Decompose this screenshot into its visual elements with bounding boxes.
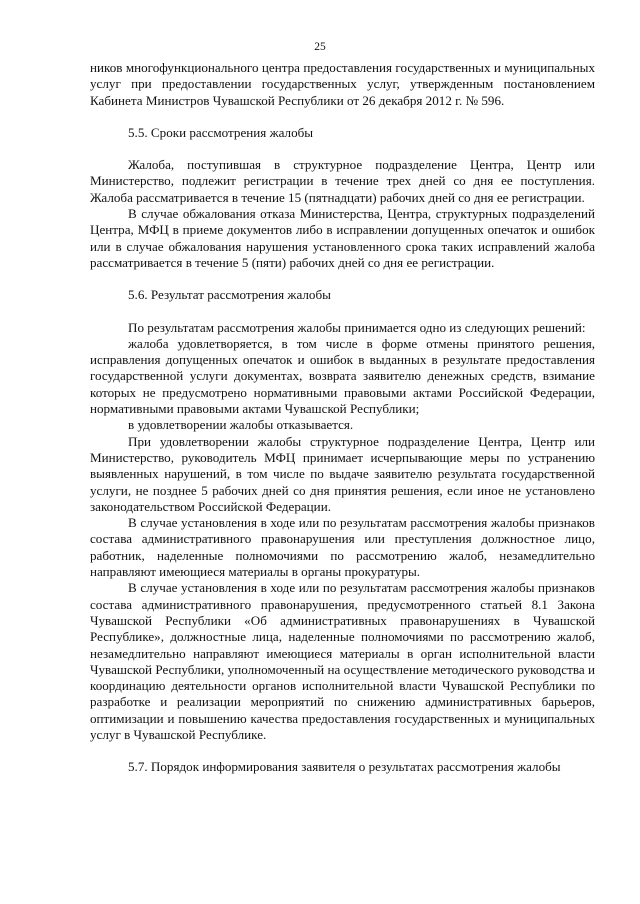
page-number: 25	[314, 41, 326, 53]
paragraph-continuation: ников многофункционального центра предоставления государственных и муниципальных услуг при предоставлении государственных услуг, утвержденным постановлением Кабинета Министров Чувашской Республики от 26 декабря 2012 г. № 596.	[90, 60, 595, 108]
spacer	[90, 141, 595, 157]
paragraph-decision-intro: По результатам рассмотрения жалобы принимается одно из следующих решений:	[128, 319, 586, 335]
paragraph-refusal-appeal: В случае обжалования отказа Министерства, Центра, структурных подразделений Центра, МФЦ в приеме документов либо в исправлении допущенных опечаток и ошибок или в случае обжалования нарушения установленного срока таких исправлений жалоба рассматривается в течение 5 (пяти) рабочих дней со дня ее регистрации.	[90, 206, 595, 270]
spacer	[90, 271, 595, 287]
spacer	[90, 109, 595, 125]
paragraph-prosecutor-referral: В случае установления в ходе или по результатам рассмотрения жалобы признаков состава административного правонарушения или преступления должностное лицо, работник, наделенные полномочиями по рассмотрению жалоб, незамедлительно направляют имеющиеся материалы в органы прокуратуры.	[90, 515, 595, 580]
section-heading-5-6: 5.6. Результат рассмотрения жалобы	[128, 287, 331, 303]
section-heading-5-7: 5.7. Порядок информирования заявителя о результатах рассмотрения жалобы	[128, 759, 561, 775]
section-heading-5-5: 5.5. Сроки рассмотрения жалобы	[128, 124, 314, 140]
spacer	[90, 304, 595, 320]
paragraph-remedy-measures: При удовлетворении жалобы структурное подразделение Центра, Центр или Министерство, руководитель МФЦ принимает исчерпывающие меры по устранению выявленных нарушений, в том числе по выдаче заявителю результата государственной услуги, не позднее 5 рабочих дней со дня принятия решения, если иное не установлено законодательством Российской Федерации.	[90, 433, 595, 514]
paragraph-decision-satisfied: жалоба удовлетворяется, в том числе в форме отмены принятого решения, исправления допущенных опечаток и ошибок в выданных в результате предоставления государственной услуги документах, возврата заявителю денежных средств, взимание которых не предусмотрено нормативными правовыми актами Российской Федерации, нормативными правовыми актами Чувашской Республики;	[90, 335, 595, 417]
paragraph-administrative-referral: В случае установления в ходе или по результатам рассмотрения жалобы признаков состава административного правонарушения, предусмотренного статьей 8.1 Закона Чувашской Республики «Об административных правонарушениях в Чувашской Республике», должностные лица, наделенные полномочиями по рассмотрению жалоб, незамедлительно направляют имеющиеся материалы в орган исполнительной власти Чувашской Республики, уполномоченный на осуществление методического руководства и координацию деятельности органов исполнительной власти Чувашской Республики по разработке и реализации мероприятий по снижению административных барьеров, оптимизации и повышению качества предоставления государственных и муниципальных услуг в Чувашской Республике.	[90, 580, 595, 742]
paragraph-decision-refused: в удовлетворении жалобы отказывается.	[128, 417, 354, 433]
paragraph-registration: Жалоба, поступившая в структурное подразделение Центра, Центр или Министерство, подлежит регистрации в течение трех дней со дня ее поступления. Жалоба рассматривается в течение 15 (пятнадцати) рабочих дней со дня ее регистрации.	[90, 157, 595, 205]
document-body	[90, 60, 595, 776]
spacer	[90, 743, 595, 759]
